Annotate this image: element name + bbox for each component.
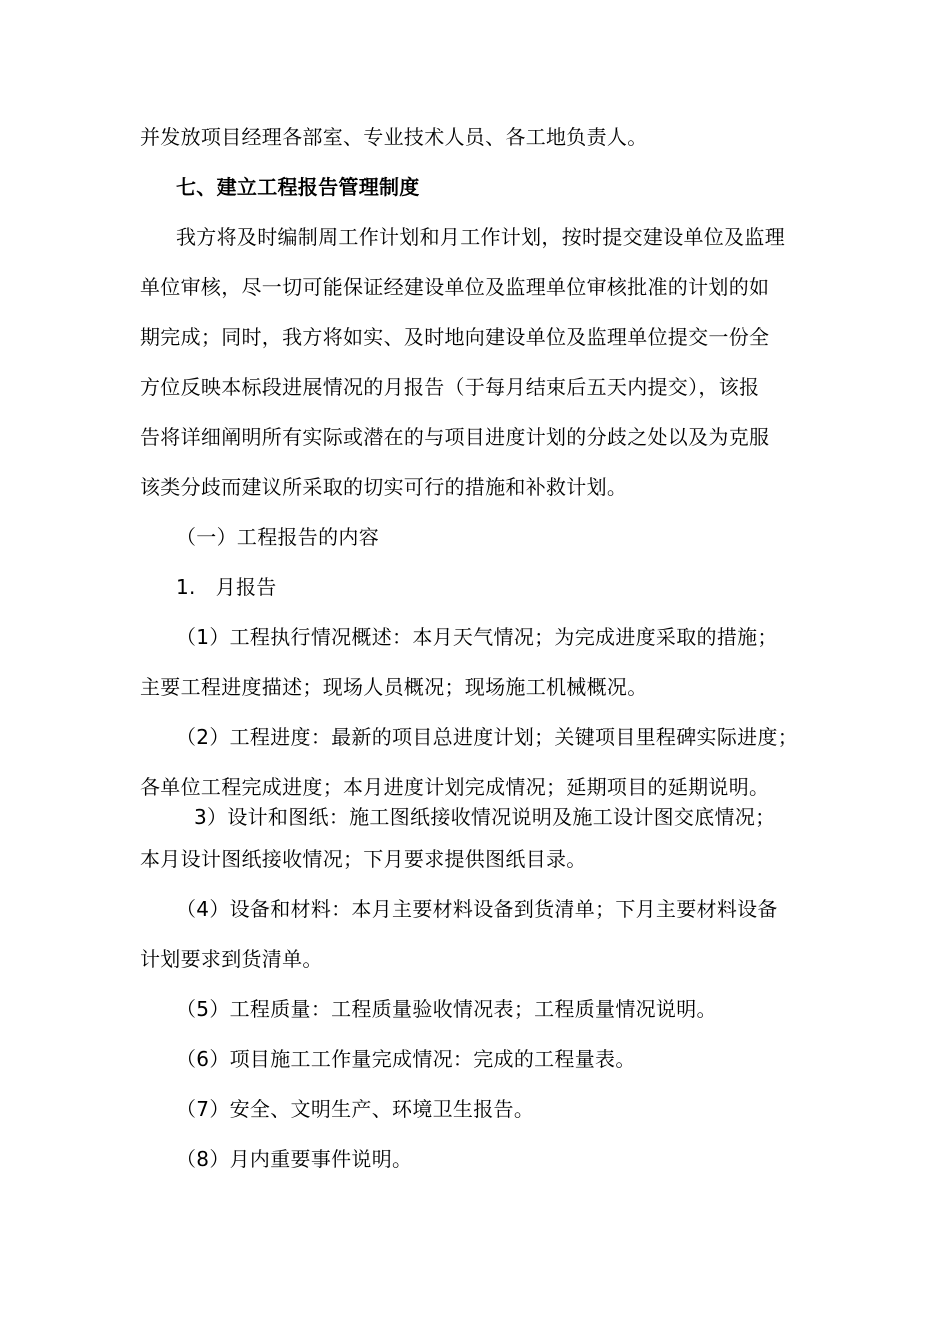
- paragraph-line: 单位审核，尽一切可能保证经建设单位及监理单位审核批准的计划的如: [140, 275, 770, 299]
- list-item: （7）安全、文明生产、环境卫生报告。: [176, 1097, 535, 1121]
- paragraph-line: 方位反映本标段进展情况的月报告（于每月结束后五天内提交），该报: [140, 375, 760, 399]
- list-item-continuation: 各单位工程完成进度；本月进度计划完成情况；延期项目的延期说明。: [140, 775, 770, 799]
- list-item-continuation: 本月设计图纸接收情况；下月要求提供图纸目录。: [140, 847, 587, 871]
- list-item-continuation: 计划要求到货清单。: [140, 947, 323, 971]
- paragraph-line: 告将详细阐明所有实际或潜在的与项目进度计划的分歧之处以及为克服: [140, 425, 770, 449]
- list-item: （1）工程执行情况概述：本月天气情况；为完成进度采取的措施；: [176, 625, 778, 649]
- list-item: （8）月内重要事件说明。: [176, 1147, 413, 1171]
- list-item-continuation: 主要工程进度描述；现场人员概况；现场施工机械概况。: [140, 675, 648, 699]
- paragraph-line: 并发放项目经理各部室、专业技术人员、各工地负责人。: [140, 125, 648, 149]
- list-heading: 1. 月报告: [176, 575, 277, 599]
- list-item: （4）设备和材料：本月主要材料设备到货清单；下月主要材料设备: [176, 897, 778, 921]
- list-item: （5）工程质量：工程质量验收情况表；工程质量情况说明。: [176, 997, 717, 1021]
- section-heading: 七、建立工程报告管理制度: [176, 175, 420, 199]
- paragraph-line: 期完成；同时，我方将如实、及时地向建设单位及监理单位提交一份全: [140, 325, 770, 349]
- list-item: （6）项目施工工作量完成情况：完成的工程量表。: [176, 1047, 636, 1071]
- list-item: 3）设计和图纸：施工图纸接收情况说明及施工设计图交底情况；: [194, 805, 776, 829]
- subsection-heading: （一）工程报告的内容: [176, 525, 379, 549]
- paragraph-line: 我方将及时编制周工作计划和月工作计划，按时提交建设单位及监理: [176, 225, 785, 249]
- paragraph-line: 该类分歧而建议所采取的切实可行的措施和补救计划。: [140, 475, 628, 499]
- list-item: （2）工程进度：最新的项目总进度计划；关键项目里程碑实际进度；: [176, 725, 799, 749]
